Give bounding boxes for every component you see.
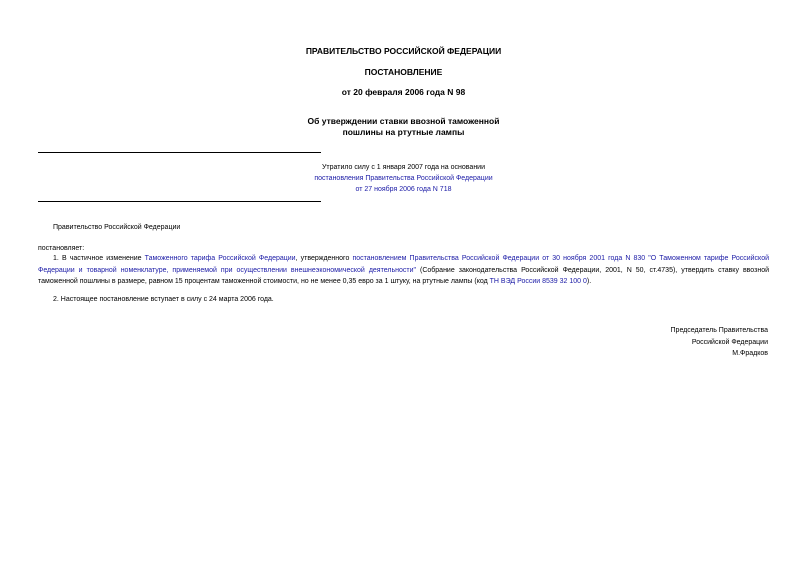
customs-tariff-link[interactable]: Таможенного тарифа Российской Федерации (144, 255, 296, 262)
document-type-heading: ПОСТАНОВЛЕНИЕ (364, 67, 443, 77)
intro-text: Правительство Российской Федерации (53, 224, 181, 231)
document-date-number: от 20 февраля 2006 года N 98 (341, 87, 466, 97)
signature-country: Российской Федерации (691, 338, 768, 346)
government-heading: ПРАВИТЕЛЬСТВО РОССИЙСКОЙ ФЕДЕРАЦИИ (305, 46, 502, 56)
status-top-rule (38, 152, 321, 153)
signature-name: М.Фрадков (732, 350, 768, 357)
status-note (250, 162, 557, 195)
paragraph-2: 2. Настоящее постановление вступает в силу с 24 марта 2006 года. (53, 296, 274, 303)
paragraph-1-text-b: , утвержденного (295, 255, 353, 262)
decree-830-link[interactable]: постановлением Правительства Российской Федерации от 30 ноября 2001 года N 830 "О Таможенном тарифе Российской Федерации и товарной номенклатуре, применяемой при осуществлении внешнеэкономической деятельности" (38, 255, 770, 274)
paragraph-1-text-c: (Собрание законодательства Российской Федерации, 2001, N 50, ст.4735), утвердить ставку ввозной таможенной пошлины в размере, равном 15 процентам таможенной стоимости, но не менее 0,35 евро за 1 штуку, на ртутные лампы (код (38, 266, 770, 285)
status-bottom-rule (38, 201, 321, 202)
paragraph-1 (38, 253, 769, 288)
signature-position: Председатель Правительства (670, 327, 768, 334)
document-title-line1: Об утверждении ставки ввозной таможенной (307, 116, 500, 126)
paragraph-1-text-d: ). (586, 278, 592, 285)
decrees-text: постановляет: (38, 245, 85, 252)
repeal-decree-link[interactable]: постановления Правительства Российской Федерации (314, 175, 493, 182)
paragraph-1-text-a: 1. В частичное изменение (53, 255, 145, 262)
repeal-decree-date-link[interactable]: от 27 ноября 2006 года N 718 (355, 186, 452, 193)
document-title-line2: пошлины на ртутные лампы (342, 127, 465, 137)
status-note-text: Утратило силу с 1 января 2007 года на основании (321, 164, 486, 171)
tn-ved-code-link[interactable]: ТН ВЭД России 8539 32 100 0 (489, 278, 587, 285)
signature-block (671, 325, 768, 360)
